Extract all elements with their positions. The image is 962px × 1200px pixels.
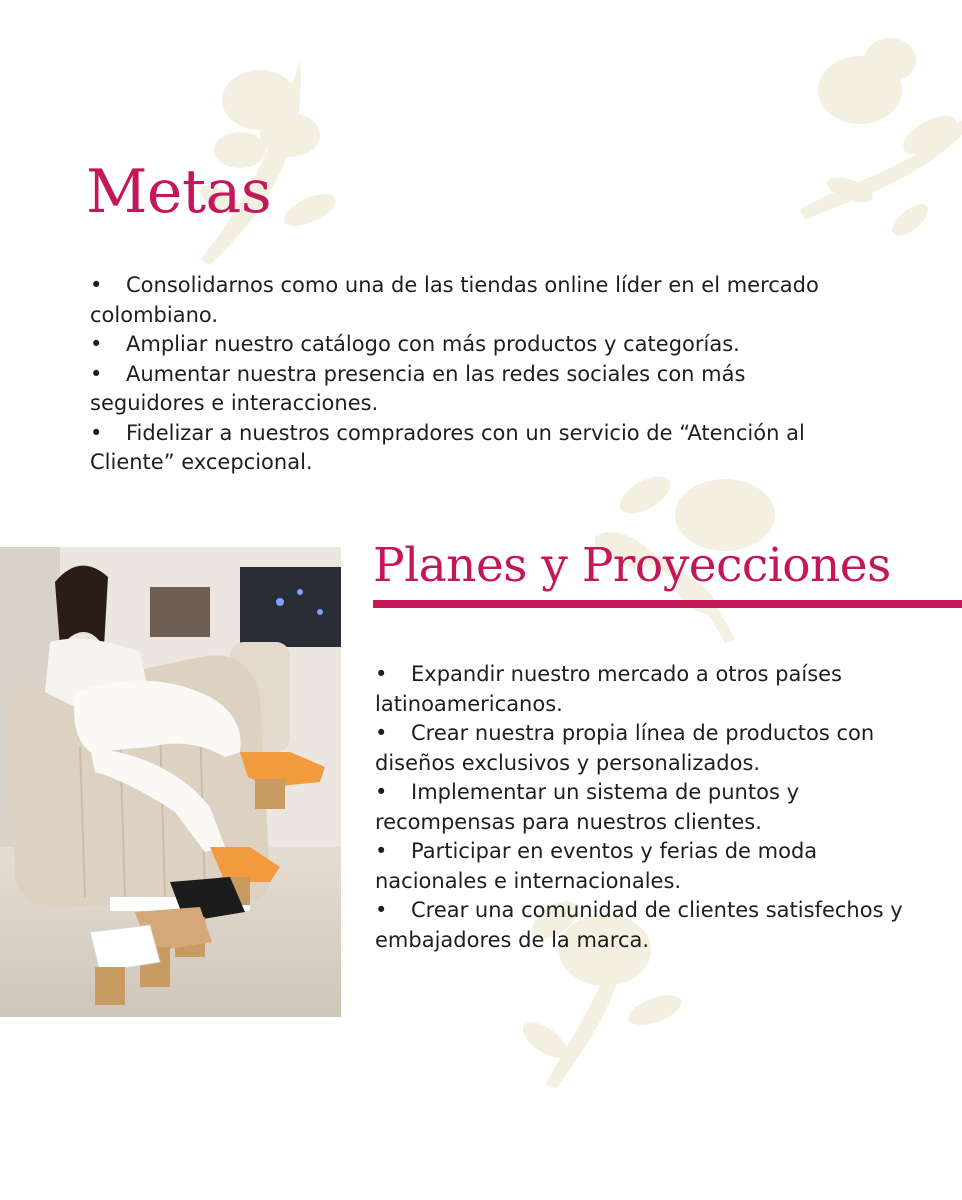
list-item xyxy=(375,660,915,719)
list-item-text: Implementar un sistema de puntos y recompensas para nuestros clientes. xyxy=(375,780,799,834)
list-item xyxy=(375,837,915,896)
planes-list xyxy=(375,660,915,955)
bullet-icon: • xyxy=(375,898,388,922)
list-item-text: Fidelizar a nuestros compradores con un servicio de “Atención al Cliente” excepcional. xyxy=(90,420,805,474)
model-with-shoes-photo xyxy=(0,547,341,1017)
bullet-icon: • xyxy=(90,332,103,356)
list-item xyxy=(375,896,915,955)
list-item-text: Participar en eventos y ferias de moda nacionales e internacionales. xyxy=(375,839,818,893)
list-item-text: Crear una comunidad de clientes satisfechos y embajadores de la marca. xyxy=(375,898,903,952)
floral-decoration-top-right xyxy=(790,20,962,250)
bullet-icon: • xyxy=(375,662,388,686)
floral-decoration-top-left xyxy=(180,40,350,270)
bullet-icon: • xyxy=(90,361,103,386)
bullet-icon: • xyxy=(90,420,103,445)
list-item xyxy=(90,360,830,419)
list-item-text: Expandir nuestro mercado a otros países latinoamericanos. xyxy=(375,662,843,716)
list-item-text: Aumentar nuestra presencia en las redes sociales con más seguidores e interacciones. xyxy=(90,361,746,415)
list-item xyxy=(90,330,830,360)
bullet-icon: • xyxy=(375,839,388,863)
bullet-icon: • xyxy=(90,273,103,297)
metas-list xyxy=(90,271,830,478)
planes-title: Planes y Proyecciones xyxy=(373,538,891,593)
list-item-text: Crear nuestra propia línea de productos con diseños exclusivos y personalizados. xyxy=(375,721,875,775)
list-item-text: Ampliar nuestro catálogo con más productos y categorías. xyxy=(126,332,740,356)
title-underline-bar xyxy=(373,600,962,608)
bullet-icon: • xyxy=(375,721,388,745)
list-item-text: Consolidarnos como una de las tiendas online líder en el mercado colombiano. xyxy=(90,273,819,327)
list-item xyxy=(375,719,915,778)
metas-title: Metas xyxy=(86,157,272,227)
list-item xyxy=(90,419,830,478)
list-item xyxy=(90,271,830,330)
bullet-icon: • xyxy=(375,780,388,804)
list-item xyxy=(375,778,915,837)
